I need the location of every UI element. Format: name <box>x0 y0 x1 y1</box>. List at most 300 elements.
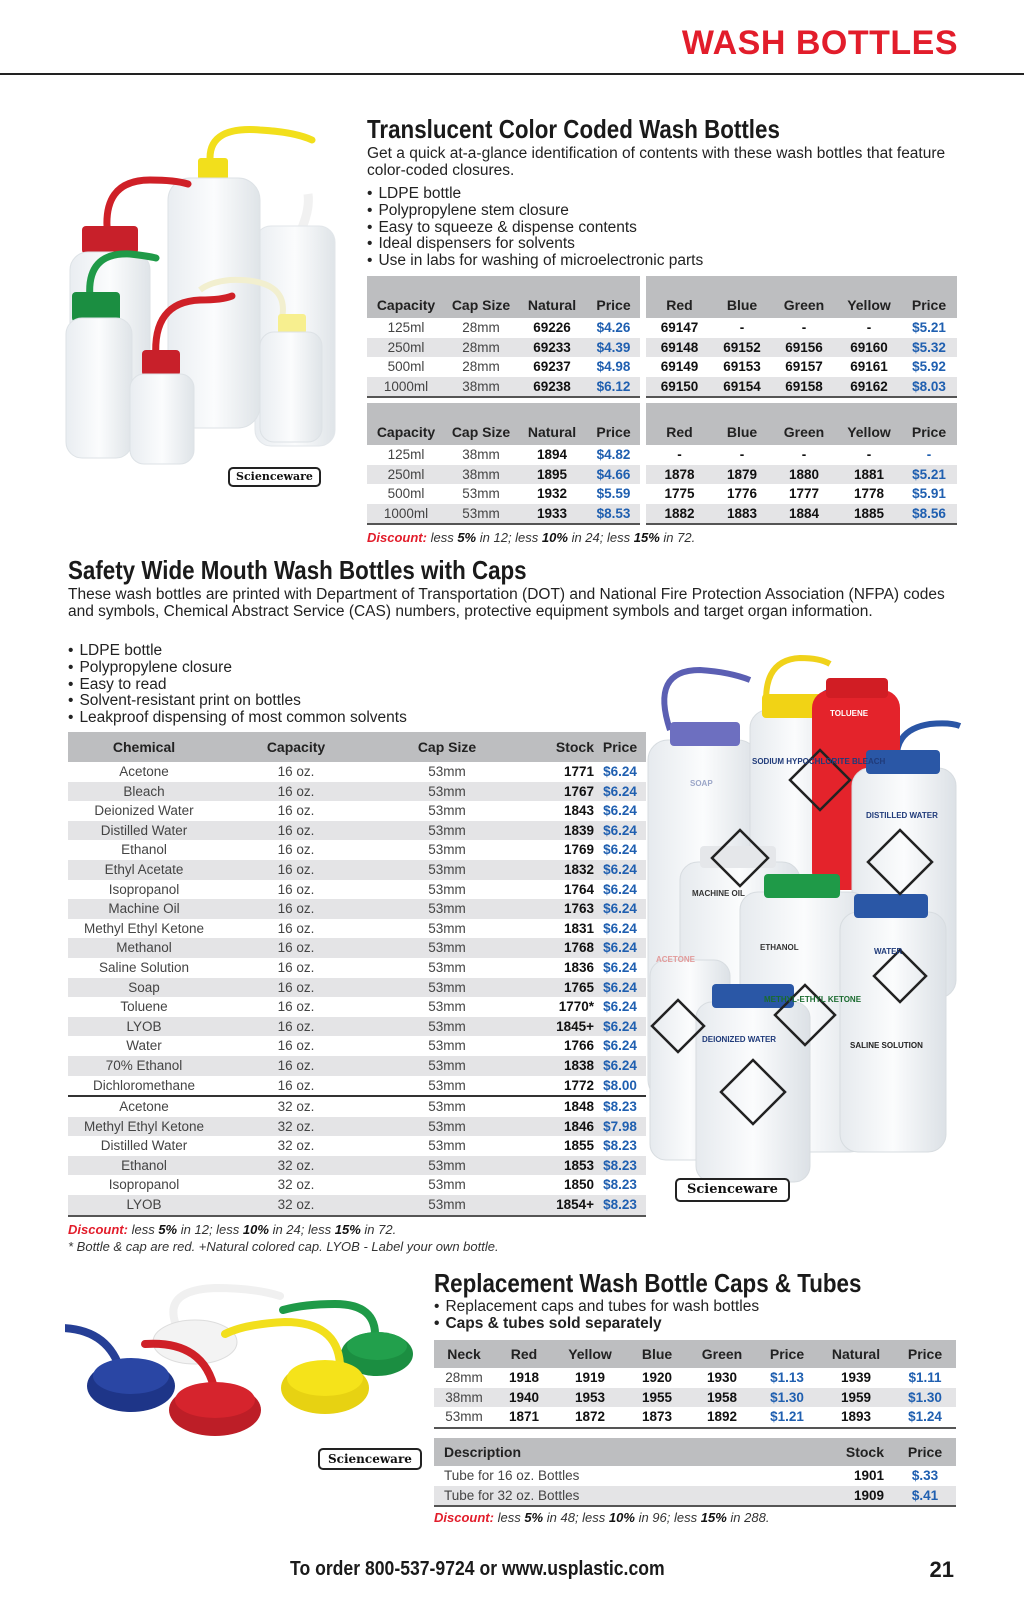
col-header: Cap Size <box>372 732 522 762</box>
table-cell: 1768 <box>522 938 594 958</box>
safety-discount <box>68 1222 396 1237</box>
discount-text: less <box>131 1222 155 1237</box>
table-cell: 1854+ <box>522 1195 594 1216</box>
table-cell: 28mm <box>462 320 500 335</box>
table-cell: 69237 <box>533 359 571 375</box>
table-row <box>68 1056 646 1076</box>
table-cell: 53mm <box>372 1117 522 1137</box>
bottle-label: MACHINE OIL <box>692 889 745 898</box>
table-row <box>367 504 957 525</box>
table-cell: 69162 <box>837 377 901 398</box>
bullet-item: • Polypropylene stem closure <box>367 203 703 220</box>
table-cell: 250ml <box>367 465 445 485</box>
col-header: Red <box>643 276 713 318</box>
table-row <box>68 880 646 900</box>
scienceware-logo <box>318 1448 422 1470</box>
table-cell: 69149 <box>643 357 713 377</box>
table-cell: 1955 <box>626 1388 688 1408</box>
discount-text: less <box>497 1510 521 1525</box>
table-cell: 16 oz. <box>277 999 315 1015</box>
table-cell: 69148 <box>643 338 713 358</box>
table-cell: LYOB <box>68 1017 220 1037</box>
table-cell: 69226 <box>533 320 571 335</box>
discount-text: in 48; less <box>546 1510 606 1525</box>
replacement-discount <box>434 1510 769 1525</box>
replacement-caps-table <box>434 1340 956 1429</box>
table-cell: $8.23 <box>594 1156 646 1176</box>
discount-value: 15% <box>633 530 660 545</box>
table-cell: 69150 <box>643 377 713 398</box>
table-row <box>434 1388 956 1408</box>
table-cell: $5.21 <box>912 320 946 335</box>
col-header: Price <box>587 403 643 445</box>
table-cell: 1767 <box>522 782 594 802</box>
table-cell: 1766 <box>563 1038 594 1054</box>
section-title-safety: Safety Wide Mouth Wash Bottles with Caps <box>68 555 527 585</box>
table-cell: Isopropanol <box>108 1177 180 1193</box>
table-cell: $6.24 <box>603 803 637 819</box>
col-header: Green <box>771 403 837 445</box>
table-cell: $1.24 <box>894 1407 956 1428</box>
table-row <box>367 465 957 485</box>
table-cell: 53mm <box>372 978 522 998</box>
table-cell: - <box>866 447 872 462</box>
table-cell: 1831 <box>563 920 594 936</box>
table-cell: 53mm <box>428 1077 466 1093</box>
discount-value: 10% <box>608 1510 635 1525</box>
discount-value: 10% <box>242 1222 269 1237</box>
table-cell: 16 oz. <box>220 938 372 958</box>
table-cell: 69233 <box>517 338 587 358</box>
bottle-label: DEIONIZED WATER <box>702 1035 777 1044</box>
col-header: Natural <box>517 403 587 445</box>
discount-text: in 72. <box>663 530 696 545</box>
table-cell: 32 oz. <box>220 1096 372 1117</box>
col-header: Capacity <box>367 403 445 445</box>
col-header: Price <box>894 1340 956 1368</box>
discount-label: Discount: <box>68 1222 128 1237</box>
translucent-table-2 <box>367 403 957 525</box>
section-title-translucent: Translucent Color Coded Wash Bottles <box>367 114 780 144</box>
table-cell: 69238 <box>517 377 587 398</box>
table-row <box>68 1036 646 1056</box>
table-cell: $6.24 <box>603 920 637 936</box>
col-header: Price <box>901 403 957 445</box>
table-cell: 32 oz. <box>277 1138 315 1154</box>
bullet-item: • LDPE bottle <box>68 643 407 660</box>
discount-text: in 288. <box>730 1510 770 1525</box>
table-cell: 16 oz. <box>220 1017 372 1037</box>
col-header: Blue <box>713 276 771 318</box>
bottle-label: SODIUM HYPOCHLORITE BLEACH <box>752 757 886 766</box>
col-header: Stock <box>764 1438 894 1466</box>
table-cell: $1.30 <box>894 1388 956 1408</box>
bottle-label: ETHANOL <box>760 943 799 952</box>
table-row <box>68 899 646 919</box>
translucent-bottles-image <box>60 118 350 478</box>
table-cell: $6.24 <box>594 978 646 998</box>
table-cell: $1.30 <box>756 1388 818 1408</box>
table-cell: 1918 <box>508 1370 540 1385</box>
table-cell: Distilled Water <box>100 1138 188 1154</box>
table-cell: 53mm <box>372 899 522 919</box>
table-row <box>68 938 646 958</box>
bottle-label: TOLUENE <box>830 709 869 718</box>
table-cell: 1880 <box>771 465 837 485</box>
table-cell: $8.23 <box>594 1195 646 1216</box>
table-cell: $.33 <box>911 1468 939 1483</box>
table-cell: - <box>739 447 745 462</box>
table-cell: 16 oz. <box>277 764 315 779</box>
table-cell: 32 oz. <box>220 1117 372 1137</box>
col-header: Blue <box>626 1340 688 1368</box>
table-cell: 53mm <box>445 504 517 525</box>
table-cell: 1848 <box>522 1096 594 1117</box>
table-row <box>68 1017 646 1037</box>
table-cell: $6.12 <box>587 377 643 398</box>
table-cell: 1940 <box>494 1388 554 1408</box>
table-row <box>434 1407 956 1428</box>
col-header: Capacity <box>220 732 372 762</box>
table-cell: 53mm <box>372 1156 522 1176</box>
table-cell: - <box>801 320 807 335</box>
table-cell: $6.24 <box>594 1056 646 1076</box>
logo-text: Scienceware <box>228 467 321 487</box>
table-cell: - <box>739 320 745 335</box>
table-cell: 53mm <box>428 920 466 936</box>
bottle-label: DISTILLED WATER <box>866 811 938 820</box>
table-cell: Ethanol <box>121 842 167 858</box>
order-info: To order 800-537-9724 or www.usplastic.com <box>290 1558 665 1580</box>
table-cell: 69153 <box>723 359 761 375</box>
table-cell: Ethanol <box>68 1156 220 1176</box>
table-cell: 16 oz. <box>277 881 315 897</box>
table-cell: $6.24 <box>603 842 637 858</box>
replacement-bullets <box>434 1299 759 1333</box>
table-cell: $6.24 <box>594 899 646 919</box>
table-cell: 1846 <box>522 1117 594 1137</box>
discount-text: in 24; less <box>272 1222 332 1237</box>
table-cell: 1884 <box>771 504 837 525</box>
table-cell: 53mm <box>372 821 522 841</box>
table-cell: 28mm <box>445 1370 483 1385</box>
discount-text: less <box>430 530 454 545</box>
table-cell: 1855 <box>563 1138 594 1154</box>
table-cell: 16 oz. <box>220 782 372 802</box>
table-row <box>68 919 646 939</box>
col-header: Neck <box>434 1340 494 1368</box>
table-cell: 38mm <box>445 465 517 485</box>
table-cell: 53mm <box>372 782 522 802</box>
bottle-label: SOAP <box>690 779 713 788</box>
table-cell: 28mm <box>462 359 500 375</box>
table-cell: 1777 <box>788 486 820 502</box>
table-cell: Soap <box>68 978 220 998</box>
table-cell: 16 oz. <box>220 821 372 841</box>
discount-text: in 24; less <box>571 530 631 545</box>
table-cell: 69157 <box>785 359 823 375</box>
table-cell: 69147 <box>643 318 713 338</box>
table-row <box>68 1117 646 1137</box>
table-cell: $6.24 <box>594 821 646 841</box>
bottle-label: METHYL-ETHYL KETONE <box>764 995 862 1004</box>
table-cell: 500ml <box>387 359 425 375</box>
table-row <box>434 1368 956 1388</box>
table-cell: 16 oz. <box>277 959 315 975</box>
table-cell: $5.91 <box>912 486 946 502</box>
bullet-item: • Replacement caps and tubes for wash bottles <box>434 1299 759 1316</box>
col-header: Green <box>688 1340 756 1368</box>
col-header: Red <box>494 1340 554 1368</box>
scienceware-logo <box>675 1178 790 1202</box>
table-cell: $5.92 <box>912 359 946 375</box>
table-cell: $1.11 <box>908 1370 942 1385</box>
table-cell: $8.23 <box>594 1096 646 1117</box>
table-cell: 16 oz. <box>277 803 315 819</box>
table-row <box>68 958 646 978</box>
table-cell: $6.24 <box>603 764 637 779</box>
bullet-item: • Caps & tubes sold separately <box>434 1316 759 1333</box>
table-cell: $6.24 <box>594 860 646 880</box>
col-header: Price <box>901 276 957 318</box>
table-cell: 1000ml <box>367 504 445 525</box>
table-row <box>367 357 957 377</box>
table-cell: 1879 <box>713 465 771 485</box>
table-cell: 69152 <box>713 338 771 358</box>
bullet-item: • Leakproof dispensing of most common solvents <box>68 710 407 727</box>
col-header: Natural <box>818 1340 894 1368</box>
table-cell: Methanol <box>68 938 220 958</box>
table-row <box>68 1096 646 1117</box>
table-cell: 1839 <box>522 821 594 841</box>
scienceware-logo <box>228 467 321 487</box>
table-cell: - <box>643 445 713 465</box>
table-cell: 32 oz. <box>277 1177 315 1193</box>
table-cell: $6.24 <box>594 938 646 958</box>
col-header: Yellow <box>837 276 901 318</box>
replacement-tubes-table <box>434 1438 956 1507</box>
table-cell: Distilled Water <box>68 821 220 841</box>
table-cell: 250ml <box>367 338 445 358</box>
table-cell: $4.26 <box>596 320 631 335</box>
col-header: Cap Size <box>445 403 517 445</box>
discount-value: 5% <box>457 530 477 545</box>
table-row <box>68 1136 646 1156</box>
table-cell: 53mm <box>372 860 522 880</box>
table-cell: $6.24 <box>594 1017 646 1037</box>
table-cell: 1895 <box>517 465 587 485</box>
table-cell: 53mm <box>428 959 466 975</box>
table-cell: 1878 <box>643 465 713 485</box>
table-cell: $8.56 <box>901 504 957 525</box>
table-cell: 16 oz. <box>220 899 372 919</box>
table-cell: 1763 <box>522 899 594 919</box>
table-cell: 1838 <box>522 1056 594 1076</box>
table-row <box>367 318 957 338</box>
table-cell: 1871 <box>494 1407 554 1428</box>
discount-text: in 96; less <box>638 1510 698 1525</box>
table-row <box>434 1466 956 1486</box>
table-cell: 53mm <box>462 486 500 502</box>
logo-text: Scienceware <box>675 1178 790 1202</box>
col-header: Natural <box>517 276 587 318</box>
table-cell: 16 oz. <box>220 860 372 880</box>
table-cell: 53mm <box>434 1407 494 1428</box>
table-cell: Deionized Water <box>94 803 194 819</box>
table-cell: 1901 <box>853 1468 884 1483</box>
table-cell: $6.24 <box>603 999 637 1015</box>
table-row <box>68 1195 646 1216</box>
safety-bottles-image <box>640 650 970 1210</box>
col-header: Price <box>587 276 643 318</box>
translucent-discount <box>367 530 695 545</box>
table-cell: 16 oz. <box>277 920 315 936</box>
col-header: Red <box>643 403 713 445</box>
bottle-label: ACETONE <box>656 955 695 964</box>
table-cell: 69161 <box>850 359 888 375</box>
bottle-label: WATER <box>874 947 903 956</box>
table-cell: Toluene <box>120 999 168 1015</box>
table-cell: Acetone <box>119 764 169 779</box>
col-header: Yellow <box>554 1340 626 1368</box>
table-cell: 1881 <box>837 465 901 485</box>
table-cell: $6.24 <box>594 782 646 802</box>
table-cell: 53mm <box>428 881 466 897</box>
table-cell: $7.98 <box>594 1117 646 1137</box>
table-cell: Acetone <box>68 1096 220 1117</box>
table-cell: 1845+ <box>522 1017 594 1037</box>
discount-text: in 12; less <box>180 1222 240 1237</box>
discount-label: Discount: <box>367 530 427 545</box>
table-row <box>68 801 646 821</box>
table-row <box>68 840 646 860</box>
table-cell: 1894 <box>536 447 568 462</box>
table-cell: 53mm <box>428 999 466 1015</box>
table-cell: Tube for 16 oz. Bottles <box>444 1468 580 1483</box>
table-cell: 53mm <box>428 803 466 819</box>
table-cell: Methyl Ethyl Ketone <box>83 920 205 936</box>
table-cell: 1853 <box>522 1156 594 1176</box>
col-header: Capacity <box>367 276 445 318</box>
table-cell: 1959 <box>818 1388 894 1408</box>
table-cell: $8.53 <box>587 504 643 525</box>
table-cell: $8.23 <box>603 1138 637 1154</box>
col-header: Blue <box>713 403 771 445</box>
logo-text: Scienceware <box>318 1448 422 1470</box>
table-cell: 1764 <box>563 881 594 897</box>
table-cell: 1836 <box>563 959 594 975</box>
table-cell: 1775 <box>643 484 713 504</box>
table-cell: 1772 <box>563 1077 594 1093</box>
table-cell: 1850 <box>563 1177 594 1193</box>
bullet-item: • Ideal dispensers for solvents <box>367 236 703 253</box>
table-cell: 1765 <box>522 978 594 998</box>
table-row <box>68 860 646 880</box>
table-row <box>367 484 957 504</box>
table-cell: 1778 <box>853 486 885 502</box>
translucent-bullets <box>367 186 703 270</box>
table-row <box>367 445 957 465</box>
table-cell: $8.23 <box>603 1177 637 1193</box>
bullet-item: • LDPE bottle <box>367 186 703 203</box>
page-number: 21 <box>929 1557 954 1582</box>
table-row <box>68 997 646 1017</box>
table-cell: 1770* <box>558 999 594 1015</box>
table-cell: 1832 <box>522 860 594 880</box>
table-cell: 69158 <box>771 377 837 398</box>
discount-text: in 72. <box>364 1222 397 1237</box>
table-cell: Isopropanol <box>108 881 180 897</box>
col-header: Description <box>434 1438 764 1466</box>
table-cell: 1771 <box>563 764 594 779</box>
bullet-item: • Easy to squeeze & dispense contents <box>367 220 703 237</box>
discount-value: 10% <box>541 530 568 545</box>
table-row <box>68 1156 646 1176</box>
table-cell: 38mm <box>445 377 517 398</box>
safety-table <box>68 732 646 1217</box>
table-cell: 16 oz. <box>220 1056 372 1076</box>
table-cell: 1893 <box>818 1407 894 1428</box>
discount-value: 5% <box>158 1222 178 1237</box>
safety-footnote: * Bottle & cap are red. +Natural colored cap. LYOB - Label your own bottle. <box>68 1239 499 1254</box>
table-cell: $1.13 <box>770 1370 804 1385</box>
discount-value: 15% <box>334 1222 361 1237</box>
discount-text: in 12; less <box>479 530 539 545</box>
table-cell: 53mm <box>428 842 466 858</box>
table-cell: 32 oz. <box>220 1195 372 1216</box>
table-cell: Saline Solution <box>98 959 190 975</box>
table-cell: Methyl Ethyl Ketone <box>68 1117 220 1137</box>
table-cell: 53mm <box>428 764 466 779</box>
table-cell: $5.59 <box>596 486 631 502</box>
table-cell: 1932 <box>536 486 568 502</box>
table-cell: LYOB <box>68 1195 220 1216</box>
table-cell: 1909 <box>764 1486 894 1507</box>
table-cell: 1000ml <box>367 377 445 398</box>
table-cell: 1919 <box>574 1370 606 1385</box>
translucent-description: Get a quick at-a-glance identification of contents with these wash bottles that feature color-coded closures. <box>367 145 946 179</box>
table-row <box>68 1076 646 1097</box>
section-title-replacement: Replacement Wash Bottle Caps & Tubes <box>434 1268 862 1298</box>
table-cell: 28mm <box>445 338 517 358</box>
table-cell: 16 oz. <box>277 1077 315 1093</box>
col-header: Price <box>594 732 646 762</box>
col-header: Chemical <box>68 732 220 762</box>
discount-value: 15% <box>700 1510 727 1525</box>
table-cell: 53mm <box>372 1195 522 1216</box>
bullet-item: • Easy to read <box>68 677 407 694</box>
table-cell: $4.98 <box>596 359 631 375</box>
table-cell: 1933 <box>517 504 587 525</box>
table-cell: 69156 <box>771 338 837 358</box>
table-row <box>68 762 646 782</box>
table-cell: 1953 <box>554 1388 626 1408</box>
table-cell: 16 oz. <box>277 842 315 858</box>
table-cell: 1885 <box>837 504 901 525</box>
translucent-table-1 <box>367 276 957 398</box>
table-cell: 53mm <box>428 1138 466 1154</box>
table-cell: Bleach <box>68 782 220 802</box>
table-cell: - <box>801 447 807 462</box>
table-cell: $5.32 <box>901 338 957 358</box>
bullet-item: • Solvent-resistant print on bottles <box>68 693 407 710</box>
col-header: Cap Size <box>445 276 517 318</box>
table-cell: 125ml <box>387 320 425 335</box>
table-cell: 53mm <box>372 938 522 958</box>
table-cell: 1882 <box>643 504 713 525</box>
table-cell: $4.66 <box>587 465 643 485</box>
table-cell: $6.24 <box>603 1038 637 1054</box>
